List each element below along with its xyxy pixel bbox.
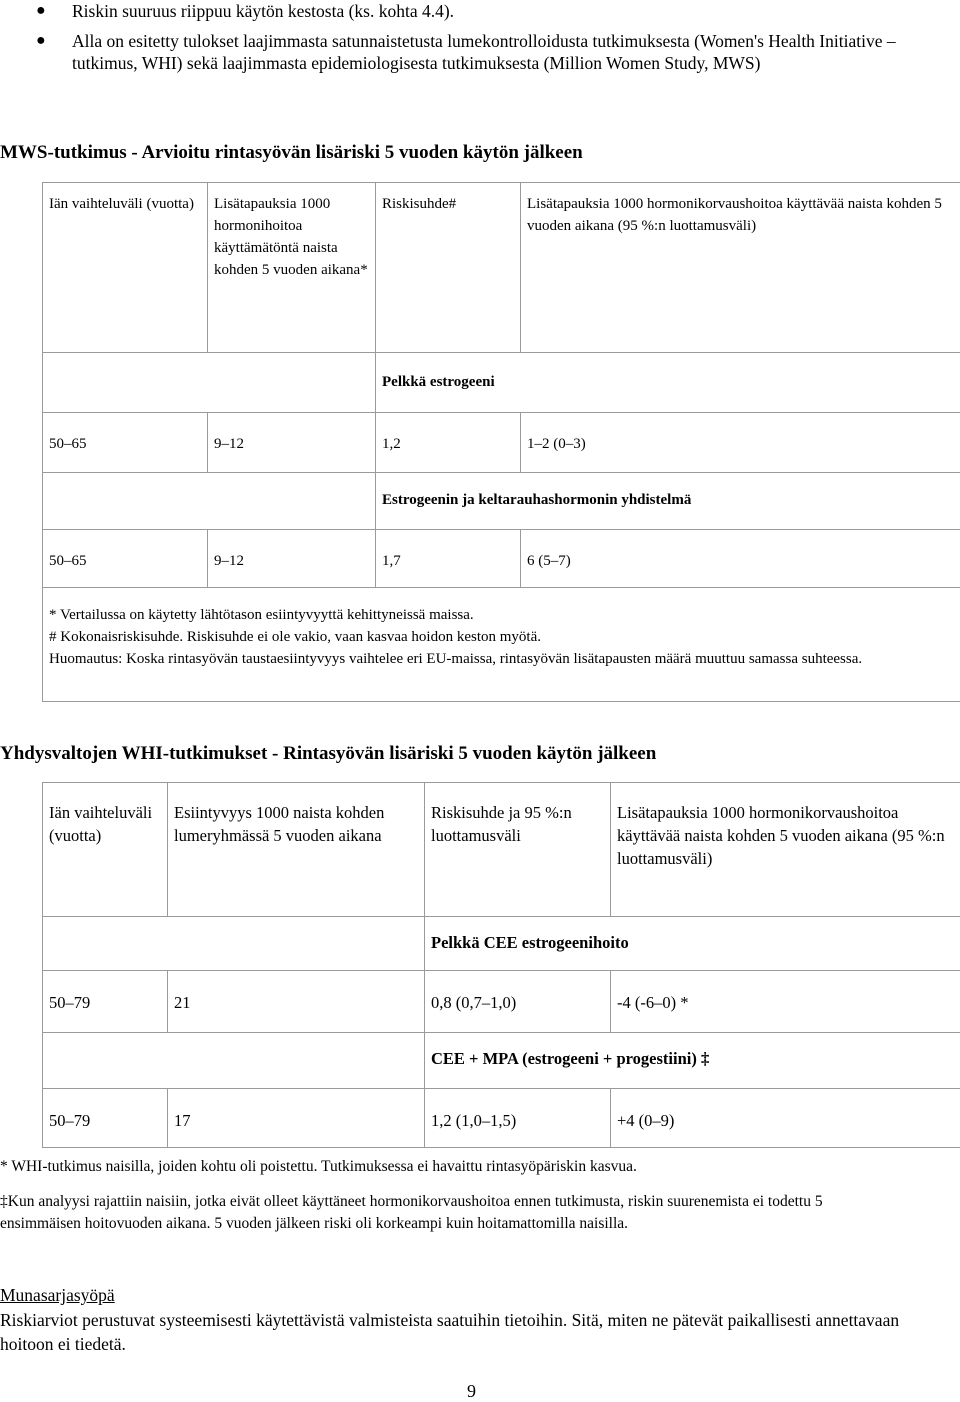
- extra-cases-cell: 1–2 (0–3): [521, 413, 960, 473]
- footnote-text: # Kokonaisriskisuhde. Riskisuhde ei ole vakio, vaan kasvaa hoidon keston myötä.: [49, 626, 954, 648]
- table-row: [43, 530, 960, 588]
- bullet-dot-icon: ●: [36, 0, 46, 22]
- whi-star-note: * WHI-tutkimus naisilla, joiden kohtu oli poistettu. Tutkimuksessa ei havaittu rintasyöpäriskin kasvua.: [0, 1156, 900, 1178]
- header-cell: Lisätapauksia 1000 hormonikorvaushoitoa käyttävää naista kohden 5 vuoden aikana (95 %:n luottamusväli): [521, 183, 960, 353]
- table-row: [43, 971, 960, 1033]
- header-cell: Esiintyvyys 1000 naista kohden lumeryhmässä 5 vuoden aikana: [168, 783, 425, 917]
- bullet-text: Riskin suuruus riippuu käytön kestosta (ks. kohta 4.4).: [72, 1, 454, 21]
- table-footnote-row: [43, 588, 960, 702]
- group-label: Pelkkä estrogeeni: [376, 353, 960, 413]
- footnote-cell: [43, 588, 960, 702]
- ovarian-cancer-title: Munasarjasyöpä: [0, 1284, 900, 1306]
- table-group-row: [43, 473, 960, 530]
- extra-cases-cell: -4 (-6–0) *: [611, 971, 960, 1033]
- header-cell: Riskisuhde#: [376, 183, 521, 353]
- ratio-cell: 1,2 (1,0–1,5): [425, 1089, 611, 1148]
- header-cell: Riskisuhde ja 95 %:n luottamusväli: [425, 783, 611, 917]
- cases-cell: 9–12: [208, 413, 376, 473]
- age-cell: 50–65: [43, 413, 208, 473]
- whi-dagger-note: ‡Kun analyysi rajattiin naisiin, jotka eivät olleet käyttäneet hormonikorvaushoitoa ennen tutkimusta, riskin suurenemista ei todettu 5 ensimmäisen hoitovuoden aikana. 5 vuoden jälkeen riski oli korkeampi kuin hoitamattomilla naisilla.: [0, 1191, 900, 1235]
- group-label: CEE + MPA (estrogeeni + progestiini) ‡: [425, 1033, 960, 1089]
- table-header-row: [43, 183, 960, 353]
- table-row: [43, 1089, 960, 1148]
- header-cell: Iän vaihteluväli (vuotta): [43, 783, 168, 917]
- mws-heading: MWS-tutkimus - Arvioitu rintasyövän lisäriski 5 vuoden käytön jälkeen: [0, 142, 583, 164]
- group-label: Estrogeenin ja keltarauhashormonin yhdistelmä: [376, 473, 960, 530]
- ratio-cell: 1,7: [376, 530, 521, 588]
- age-cell: 50–65: [43, 530, 208, 588]
- ovarian-cancer-text: Riskiarviot perustuvat systeemisesti käytettävistä valmisteista saatuihin tietoihin. Sitä, miten ne pätevät paikallisesti annettavaan hoitoon ei tiedetä.: [0, 1308, 930, 1356]
- table-group-row: [43, 353, 960, 413]
- mws-table: [42, 182, 960, 702]
- extra-cases-cell: 6 (5–7): [521, 530, 960, 588]
- extra-cases-cell: +4 (0–9): [611, 1089, 960, 1148]
- bullet-item: [72, 30, 942, 74]
- table-group-row: [43, 1033, 960, 1089]
- age-cell: 50–79: [43, 1089, 168, 1148]
- group-label: Pelkkä CEE estrogeenihoito: [425, 917, 960, 971]
- bullet-dot-icon: ●: [36, 30, 46, 52]
- ratio-cell: 0,8 (0,7–1,0): [425, 971, 611, 1033]
- footnote-text: Huomautus: Koska rintasyövän taustaesiintyvyys vaihtelee eri EU-maissa, rintasyövän lisätapausten määrä muuttuu samassa suhteessa.: [49, 648, 954, 670]
- header-cell: Lisätapauksia 1000 hormonihoitoa käyttämätöntä naista kohden 5 vuoden aikana*: [208, 183, 376, 353]
- bullet-item: [72, 0, 942, 22]
- bullet-text: Alla on esitetty tulokset laajimmasta satunnaistetusta lumekontrolloidusta tutkimuksesta (Women's Health Initiative –tutkimus, WHI) sekä laajimmasta epidemiologisesta tutkimuksesta (Million Women Study, MWS): [72, 31, 896, 73]
- age-cell: 50–79: [43, 971, 168, 1033]
- page-number: 9: [467, 1381, 476, 1402]
- table-group-row: [43, 917, 960, 971]
- table-row: [43, 413, 960, 473]
- incidence-cell: 17: [168, 1089, 425, 1148]
- cases-cell: 9–12: [208, 530, 376, 588]
- table-header-row: [43, 783, 960, 917]
- header-cell: Lisätapauksia 1000 hormonikorvaushoitoa käyttävää naista kohden 5 vuoden aikana (95 %:n luottamusväli): [611, 783, 960, 917]
- whi-heading: Yhdysvaltojen WHI-tutkimukset - Rintasyövän lisäriski 5 vuoden käytön jälkeen: [0, 743, 656, 765]
- footnote-text: * Vertailussa on käytetty lähtötason esiintyvyyttä kehittyneissä maissa.: [49, 604, 954, 626]
- ratio-cell: 1,2: [376, 413, 521, 473]
- incidence-cell: 21: [168, 971, 425, 1033]
- whi-table: [42, 782, 960, 1148]
- header-cell: Iän vaihteluväli (vuotta): [43, 183, 208, 353]
